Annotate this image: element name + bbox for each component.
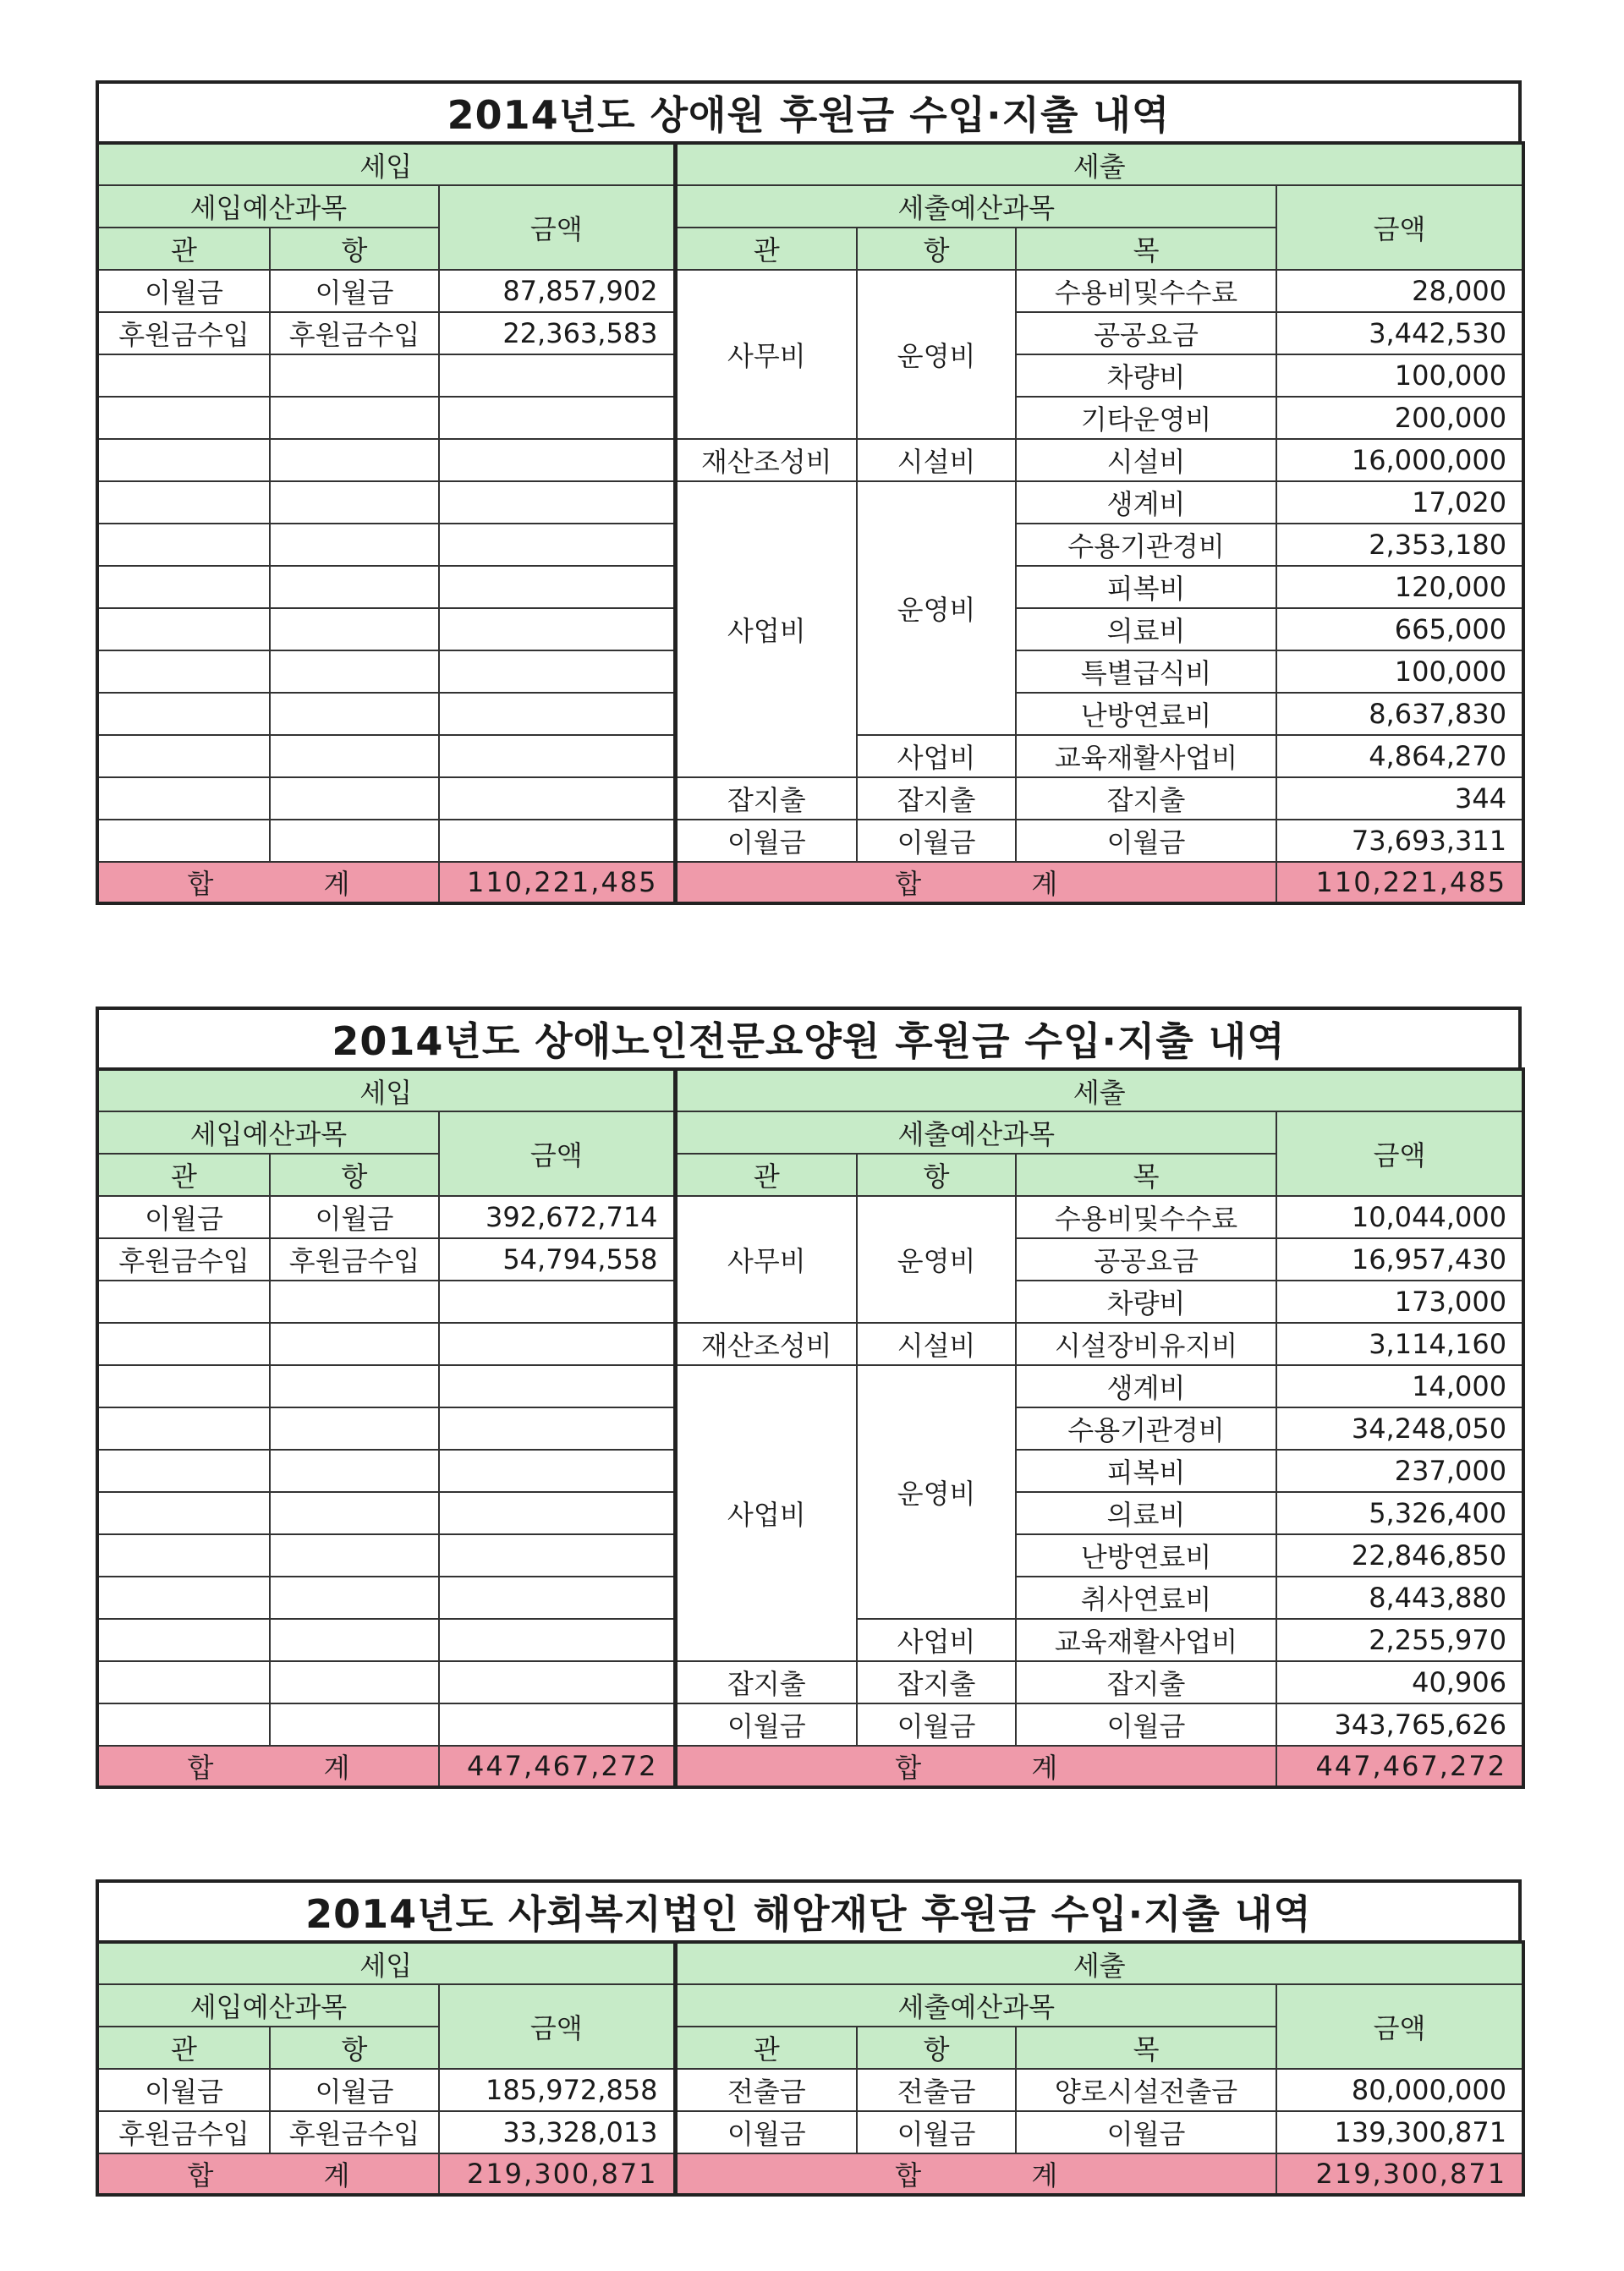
income-gwan: 후원금수입 — [97, 312, 270, 354]
income-gwan — [97, 1703, 270, 1746]
expense-total-amount: 447,467,272 — [1276, 1746, 1523, 1787]
table-row — [97, 2111, 1523, 2153]
expense-hang: 시설비 — [857, 439, 1016, 481]
expense-mok: 차량비 — [1016, 354, 1276, 397]
expense-hang: 잡지출 — [857, 777, 1016, 820]
expense-hang: 운영비 — [857, 1365, 1016, 1619]
expense-mok: 수용기관경비 — [1016, 1407, 1276, 1450]
income-gwan — [97, 1661, 270, 1703]
income-gwan — [97, 1281, 270, 1323]
income-gwan — [97, 439, 270, 481]
expense-gwan: 사무비 — [675, 1196, 857, 1323]
income-gwan — [97, 524, 270, 566]
expense-amount: 173,000 — [1276, 1281, 1523, 1323]
expense-mok: 시설비 — [1016, 439, 1276, 481]
income-gwan — [97, 820, 270, 862]
income-gwan — [97, 481, 270, 524]
header-row — [97, 1111, 1523, 1154]
income-gwan: 후원금수입 — [97, 2111, 270, 2153]
income-gwan — [97, 608, 270, 650]
expense-mok: 난방연료비 — [1016, 1534, 1276, 1577]
income-amount — [439, 354, 675, 397]
expense-total-amount: 110,221,485 — [1276, 862, 1523, 903]
income-hang: 후원금수입 — [270, 2111, 439, 2153]
table-row — [97, 439, 1523, 481]
income-hang — [270, 650, 439, 693]
expense-gwan-header: 관 — [675, 1154, 857, 1196]
income-gwan: 이월금 — [97, 270, 270, 312]
income-hang — [270, 1450, 439, 1492]
income-total-label: 합 계 — [97, 1746, 439, 1787]
expense-gwan: 전출금 — [675, 2069, 857, 2111]
income-gwan — [97, 1450, 270, 1492]
income-hang — [270, 1619, 439, 1661]
expense-hang: 운영비 — [857, 481, 1016, 735]
expense-amount: 100,000 — [1276, 354, 1523, 397]
expense-amount: 120,000 — [1276, 566, 1523, 608]
income-hang: 이월금 — [270, 1196, 439, 1238]
expense-mok: 공공요금 — [1016, 1238, 1276, 1281]
total-row — [97, 1746, 1523, 1787]
expense-mok: 시설장비유지비 — [1016, 1323, 1276, 1365]
expense-amount: 5,326,400 — [1276, 1492, 1523, 1534]
income-hang — [270, 1323, 439, 1365]
statement-title: 2014년도 상애노인전문요양원 후원금 수입·지출 내역 — [96, 1007, 1522, 1067]
expense-mok: 의료비 — [1016, 1492, 1276, 1534]
income-gwan — [97, 354, 270, 397]
expense-gwan: 사무비 — [675, 270, 857, 439]
income-amount — [439, 650, 675, 693]
income-gwan — [97, 1365, 270, 1407]
income-amount: 87,857,902 — [439, 270, 675, 312]
expense-mok: 양로시설전출금 — [1016, 2069, 1276, 2111]
expense-mok: 생계비 — [1016, 481, 1276, 524]
expense-mok: 교육재활사업비 — [1016, 1619, 1276, 1661]
expense-amount: 665,000 — [1276, 608, 1523, 650]
expense-mok: 수용기관경비 — [1016, 524, 1276, 566]
expense-mok: 이월금 — [1016, 2111, 1276, 2153]
expense-amount: 200,000 — [1276, 397, 1523, 439]
table-row — [97, 1323, 1523, 1365]
income-hang — [270, 735, 439, 777]
income-amount: 54,794,558 — [439, 1238, 675, 1281]
table-row — [97, 820, 1523, 862]
expense-amount: 10,044,000 — [1276, 1196, 1523, 1238]
income-hang — [270, 608, 439, 650]
income-hang — [270, 693, 439, 735]
income-gwan — [97, 1407, 270, 1450]
expense-amount: 8,637,830 — [1276, 693, 1523, 735]
table-row — [97, 481, 1523, 524]
expense-total-label: 합 계 — [675, 2153, 1276, 2195]
income-hang — [270, 566, 439, 608]
income-hang — [270, 1577, 439, 1619]
expense-gwan: 사업비 — [675, 1365, 857, 1661]
income-total-amount: 447,467,272 — [439, 1746, 675, 1787]
expense-mok: 차량비 — [1016, 1281, 1276, 1323]
statement-table — [96, 1067, 1525, 1789]
income-budget-header: 세입예산과목 — [97, 185, 439, 228]
income-total-label: 합 계 — [97, 2153, 439, 2195]
income-amount — [439, 439, 675, 481]
expense-amount: 3,442,530 — [1276, 312, 1523, 354]
expense-header: 세출 — [675, 1069, 1523, 1111]
income-gwan — [97, 1577, 270, 1619]
expense-amount: 344 — [1276, 777, 1523, 820]
income-amount — [439, 1703, 675, 1746]
income-amount: 33,328,013 — [439, 2111, 675, 2153]
income-hang — [270, 1492, 439, 1534]
expense-gwan: 재산조성비 — [675, 439, 857, 481]
income-hang — [270, 1407, 439, 1450]
expense-gwan: 잡지출 — [675, 777, 857, 820]
income-amount — [439, 735, 675, 777]
expense-mok: 의료비 — [1016, 608, 1276, 650]
income-gwan-header: 관 — [97, 2027, 270, 2069]
expense-mok: 이월금 — [1016, 1703, 1276, 1746]
expense-amount-header: 금액 — [1276, 185, 1523, 270]
income-gwan — [97, 735, 270, 777]
expense-mok: 피복비 — [1016, 566, 1276, 608]
expense-gwan: 사업비 — [675, 481, 857, 777]
expense-mok: 난방연료비 — [1016, 693, 1276, 735]
income-amount — [439, 1661, 675, 1703]
income-hang — [270, 1534, 439, 1577]
income-hang: 후원금수입 — [270, 312, 439, 354]
expense-mok: 잡지출 — [1016, 777, 1276, 820]
expense-gwan-header: 관 — [675, 228, 857, 270]
expense-mok: 생계비 — [1016, 1365, 1276, 1407]
statement-table — [96, 1940, 1525, 2197]
expense-mok: 교육재활사업비 — [1016, 735, 1276, 777]
table-row — [97, 270, 1523, 312]
expense-mok-header: 목 — [1016, 2027, 1276, 2069]
income-gwan — [97, 1619, 270, 1661]
expense-amount: 28,000 — [1276, 270, 1523, 312]
expense-gwan: 이월금 — [675, 820, 857, 862]
expense-mok-header: 목 — [1016, 1154, 1276, 1196]
expense-gwan-header: 관 — [675, 2027, 857, 2069]
header-row — [97, 1984, 1523, 2027]
income-hang-header: 항 — [270, 1154, 439, 1196]
income-amount — [439, 608, 675, 650]
expense-amount: 16,000,000 — [1276, 439, 1523, 481]
income-gwan: 이월금 — [97, 2069, 270, 2111]
income-amount — [439, 566, 675, 608]
expense-header: 세출 — [675, 143, 1523, 185]
expense-hang: 잡지출 — [857, 1661, 1016, 1703]
income-amount — [439, 1281, 675, 1323]
expense-amount: 80,000,000 — [1276, 2069, 1523, 2111]
income-budget-header: 세입예산과목 — [97, 1984, 439, 2027]
income-amount — [439, 1534, 675, 1577]
statement-2 — [96, 1007, 1522, 1789]
expense-amount: 237,000 — [1276, 1450, 1523, 1492]
income-amount: 22,363,583 — [439, 312, 675, 354]
income-gwan-header: 관 — [97, 1154, 270, 1196]
table-row — [97, 1196, 1523, 1238]
header-row — [97, 143, 1523, 185]
income-gwan — [97, 1534, 270, 1577]
income-gwan: 이월금 — [97, 1196, 270, 1238]
expense-header: 세출 — [675, 1942, 1523, 1984]
expense-mok: 기타운영비 — [1016, 397, 1276, 439]
income-hang: 이월금 — [270, 270, 439, 312]
expense-mok: 취사연료비 — [1016, 1577, 1276, 1619]
expense-hang-header: 항 — [857, 1154, 1016, 1196]
income-amount — [439, 397, 675, 439]
header-row — [97, 185, 1523, 228]
income-gwan-header: 관 — [97, 228, 270, 270]
table-row — [97, 1365, 1523, 1407]
income-hang — [270, 439, 439, 481]
income-amount: 392,672,714 — [439, 1196, 675, 1238]
income-gwan — [97, 650, 270, 693]
table-row — [97, 1661, 1523, 1703]
expense-hang: 사업비 — [857, 1619, 1016, 1661]
expense-gwan: 재산조성비 — [675, 1323, 857, 1365]
expense-mok: 수용비및수수료 — [1016, 270, 1276, 312]
income-amount: 185,972,858 — [439, 2069, 675, 2111]
income-hang — [270, 1365, 439, 1407]
expense-amount-header: 금액 — [1276, 1984, 1523, 2069]
expense-amount: 2,353,180 — [1276, 524, 1523, 566]
income-gwan: 후원금수입 — [97, 1238, 270, 1281]
expense-hang-header: 항 — [857, 228, 1016, 270]
expense-amount: 16,957,430 — [1276, 1238, 1523, 1281]
expense-amount-header: 금액 — [1276, 1111, 1523, 1196]
expense-amount: 17,020 — [1276, 481, 1523, 524]
expense-total-label: 합 계 — [675, 1746, 1276, 1787]
expense-amount: 14,000 — [1276, 1365, 1523, 1407]
income-amount — [439, 693, 675, 735]
expense-amount: 34,248,050 — [1276, 1407, 1523, 1450]
expense-hang: 운영비 — [857, 270, 1016, 439]
expense-total-label: 합 계 — [675, 862, 1276, 903]
statement-1 — [96, 80, 1522, 905]
income-gwan — [97, 693, 270, 735]
income-total-label: 합 계 — [97, 862, 439, 903]
expense-amount: 3,114,160 — [1276, 1323, 1523, 1365]
income-amount — [439, 1407, 675, 1450]
income-hang — [270, 777, 439, 820]
expense-amount: 73,693,311 — [1276, 820, 1523, 862]
income-amount — [439, 481, 675, 524]
expense-mok: 이월금 — [1016, 820, 1276, 862]
expense-mok-header: 목 — [1016, 228, 1276, 270]
income-budget-header: 세입예산과목 — [97, 1111, 439, 1154]
expense-amount: 4,864,270 — [1276, 735, 1523, 777]
expense-amount: 40,906 — [1276, 1661, 1523, 1703]
income-amount-header: 금액 — [439, 1984, 675, 2069]
expense-hang: 운영비 — [857, 1196, 1016, 1323]
statement-3 — [96, 1879, 1522, 2197]
expense-budget-header: 세출예산과목 — [675, 1111, 1276, 1154]
income-gwan — [97, 397, 270, 439]
income-gwan — [97, 1323, 270, 1365]
income-hang: 후원금수입 — [270, 1238, 439, 1281]
income-header: 세입 — [97, 1069, 675, 1111]
income-amount — [439, 1577, 675, 1619]
expense-mok: 특별급식비 — [1016, 650, 1276, 693]
expense-amount: 100,000 — [1276, 650, 1523, 693]
table-row — [97, 2069, 1523, 2111]
income-hang — [270, 1661, 439, 1703]
expense-hang-header: 항 — [857, 2027, 1016, 2069]
income-total-amount: 110,221,485 — [439, 862, 675, 903]
income-hang-header: 항 — [270, 2027, 439, 2069]
income-amount — [439, 820, 675, 862]
income-hang — [270, 354, 439, 397]
income-hang — [270, 481, 439, 524]
expense-hang: 이월금 — [857, 1703, 1016, 1746]
expense-hang: 사업비 — [857, 735, 1016, 777]
income-hang — [270, 524, 439, 566]
income-header: 세입 — [97, 1942, 675, 1984]
income-amount — [439, 1619, 675, 1661]
expense-amount: 22,846,850 — [1276, 1534, 1523, 1577]
header-row — [97, 1942, 1523, 1984]
total-row — [97, 862, 1523, 903]
income-gwan — [97, 566, 270, 608]
expense-mok: 잡지출 — [1016, 1661, 1276, 1703]
expense-total-amount: 219,300,871 — [1276, 2153, 1523, 2195]
statement-title: 2014년도 사회복지법인 해암재단 후원금 수입·지출 내역 — [96, 1879, 1522, 1940]
expense-hang: 전출금 — [857, 2069, 1016, 2111]
expense-amount: 8,443,880 — [1276, 1577, 1523, 1619]
income-total-amount: 219,300,871 — [439, 2153, 675, 2195]
income-hang-header: 항 — [270, 228, 439, 270]
table-row — [97, 777, 1523, 820]
expense-hang: 시설비 — [857, 1323, 1016, 1365]
income-hang — [270, 820, 439, 862]
income-amount — [439, 777, 675, 820]
expense-gwan: 잡지출 — [675, 1661, 857, 1703]
income-hang — [270, 1281, 439, 1323]
expense-budget-header: 세출예산과목 — [675, 1984, 1276, 2027]
income-hang — [270, 1703, 439, 1746]
income-hang: 이월금 — [270, 2069, 439, 2111]
income-amount — [439, 1450, 675, 1492]
income-amount — [439, 1323, 675, 1365]
income-amount — [439, 1492, 675, 1534]
expense-hang: 이월금 — [857, 2111, 1016, 2153]
income-hang — [270, 397, 439, 439]
expense-hang: 이월금 — [857, 820, 1016, 862]
total-row — [97, 2153, 1523, 2195]
income-header: 세입 — [97, 143, 675, 185]
income-gwan — [97, 777, 270, 820]
table-row — [97, 1703, 1523, 1746]
income-amount — [439, 524, 675, 566]
income-amount — [439, 1365, 675, 1407]
expense-amount: 139,300,871 — [1276, 2111, 1523, 2153]
expense-mok: 수용비및수수료 — [1016, 1196, 1276, 1238]
expense-mok: 공공요금 — [1016, 312, 1276, 354]
expense-budget-header: 세출예산과목 — [675, 185, 1276, 228]
header-row — [97, 1069, 1523, 1111]
expense-amount: 343,765,626 — [1276, 1703, 1523, 1746]
expense-mok: 피복비 — [1016, 1450, 1276, 1492]
expense-gwan: 이월금 — [675, 2111, 857, 2153]
expense-amount: 2,255,970 — [1276, 1619, 1523, 1661]
income-gwan — [97, 1492, 270, 1534]
income-amount-header: 금액 — [439, 1111, 675, 1196]
statement-title: 2014년도 상애원 후원금 수입·지출 내역 — [96, 80, 1522, 141]
income-amount-header: 금액 — [439, 185, 675, 270]
expense-gwan: 이월금 — [675, 1703, 857, 1746]
statement-table — [96, 141, 1525, 905]
